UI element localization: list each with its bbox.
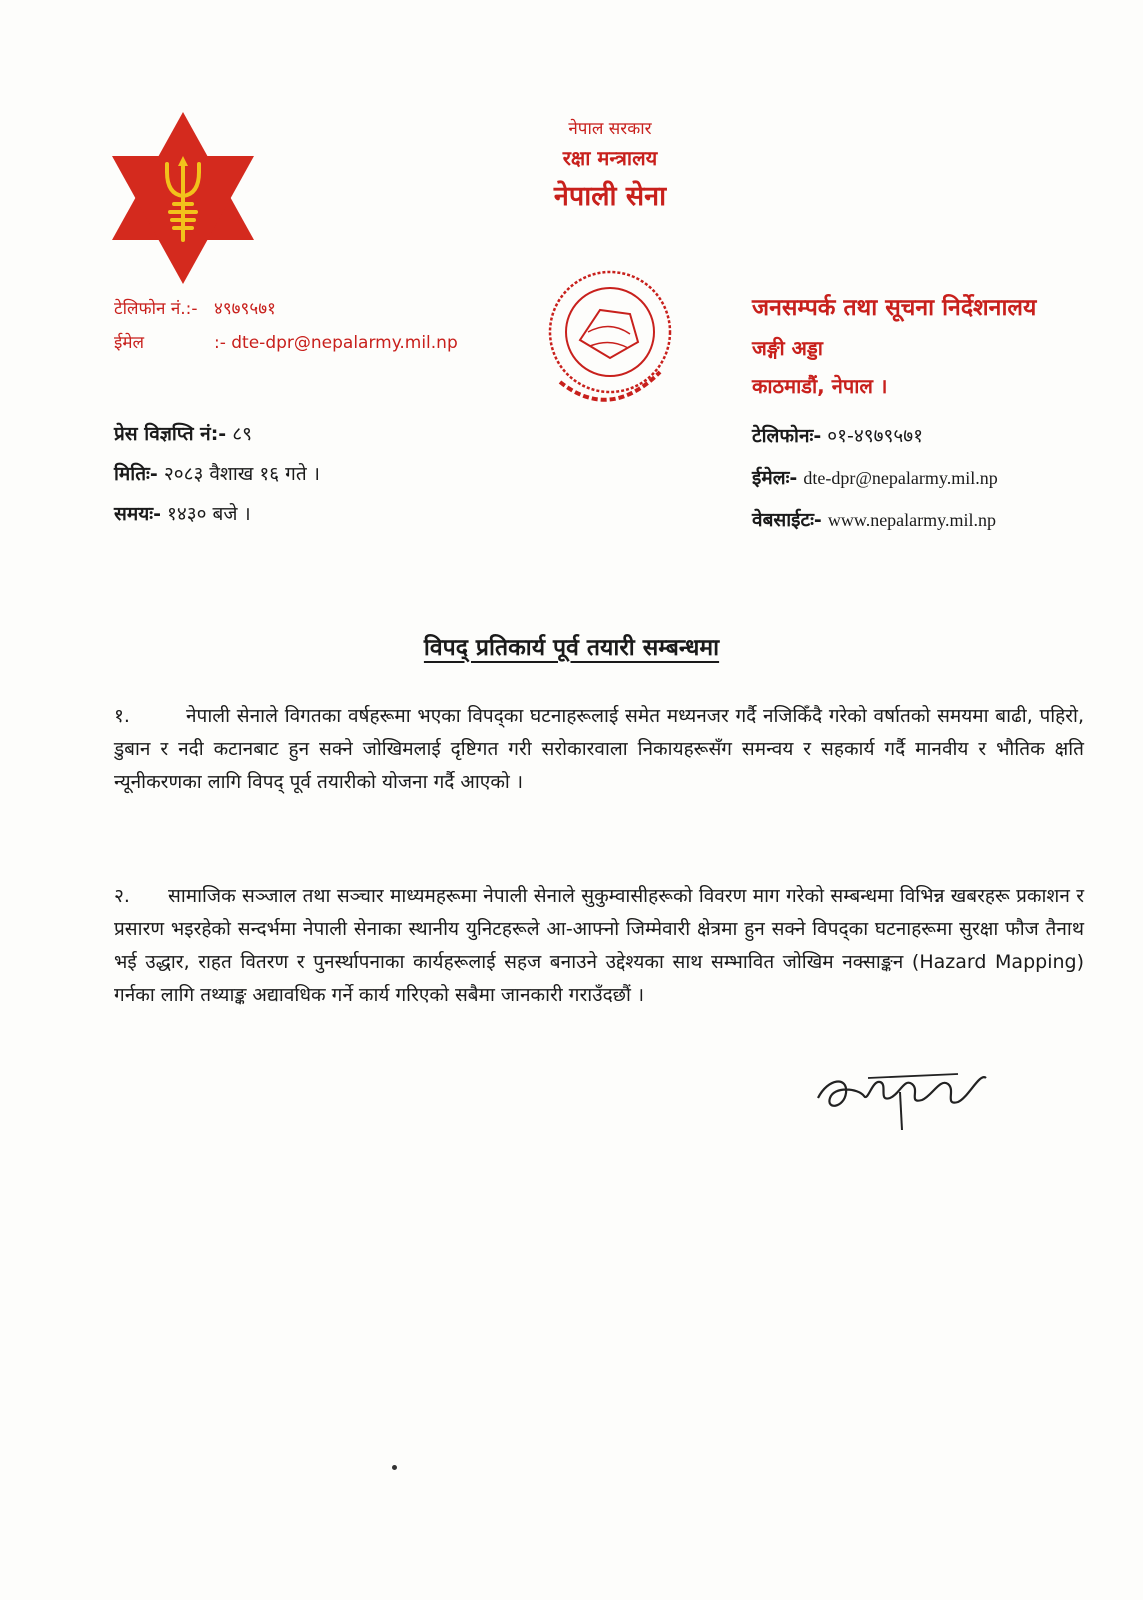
signature-icon [808,1058,1008,1138]
ministry-heading: रक्षा मन्त्रालय [562,146,658,170]
right-phone-row [752,422,923,448]
right-email-label: ईमेलः- [752,467,798,489]
paragraph-text: सामाजिक सञ्जाल तथा सञ्चार माध्यमहरूमा नेपाली सेनाले सुकुम्वासीहरूको विवरण माग गरेको सम्बन्धमा विभिन्न खबरहरू प्रकाशन र प्रसारण भइरहेको सन्दर्भमा नेपाली सेनाका स्थानीय युनिटहरूले आ-आफ्नो जिम्मेवारी क्षेत्रमा हुन सक्ने विपद्का घटनाहरूमा सुरक्षा फौज तैनाथ भई उद्धार, राहत वितरण र पुनर्स्थापनाका कार्यहरूलाई सहज बनाउने उद्देश्यका साथ सम्भावित जोखिम नक्साङ्कन (Hazard Mapping) गर्नका लागि तथ्याङ्क अद्यावधिक गर्ने कार्य गरिएको सबैमा जानकारी गराउँदछौं । [114,885,1084,1006]
paragraph-text: नेपाली सेनाले विगतका वर्षहरूमा भएका विपद्का घटनाहरूलाई समेत मध्यनजर गर्दै नजिकिँदै गरेको वर्षातको समयमा बाढी, पहिरो, डुबान र नदी कटानबाट हुन सक्ने जोखिमलाई दृष्टिगत गरी सरोकारवाला निकायहरूसँग समन्वय र सहकार्य गर्दै मानवीय र भौतिक क्षति न्यूनीकरणका लागि विपद् पूर्व तयारीको योजना गर्दै आएको । [114,705,1084,793]
left-email-row [114,330,458,353]
subject-text: विपद् प्रतिकार्य पूर्व तयारी सम्बन्धमा [423,635,720,661]
right-website-row [752,506,996,532]
directorate-name: जनसम्पर्क तथा सूचना निर्देशनालय [752,295,1037,321]
directorate-address-2: काठमाडौं, नेपाल । [752,374,888,398]
right-email-value: dte-dpr@nepalarmy.mil.np [803,468,998,488]
release-time-value: १४३० बजे । [167,503,251,525]
subject-heading [0,630,1143,662]
directorate-address-1: जङ्गी अड्डा [752,336,823,360]
nepal-army-emblem-icon [112,112,254,284]
release-number-value: ८९ [232,423,252,445]
release-date-value: २०८३ वैशाख १६ गते । [163,463,320,485]
release-date-row [114,460,320,486]
release-date-label: मितिः- [114,463,158,485]
right-phone-value: ०१-४९७९५७१ [827,425,924,447]
directorate-seal-icon [530,262,690,422]
government-heading: नेपाल सरकार [568,119,652,139]
scan-speck [392,1465,397,1470]
right-website-label: वेबसाईटः- [752,509,822,531]
left-phone-label: टेलिफोन नं.:- [114,299,198,319]
right-email-row [752,464,998,490]
release-number-row [114,420,252,446]
right-website-value: www.nepalarmy.mil.np [827,510,996,530]
release-number-label: प्रेस विज्ञप्ति नं:- [114,423,227,445]
paragraph-number: १. [114,705,130,727]
paragraph-number: २. [114,885,130,907]
left-email-value: :- dte-dpr@nepalarmy.mil.np [214,333,458,353]
release-time-row [114,500,251,526]
left-phone-row [114,296,276,319]
right-phone-label: टेलिफोनः- [752,425,822,447]
paragraph-1 [114,700,1084,799]
release-time-label: समयः- [114,503,161,525]
left-phone-value: ४९७९५७१ [214,299,276,319]
paragraph-2 [114,880,1084,1012]
left-email-label: ईमेल [114,333,145,353]
army-heading: नेपाली सेना [553,181,667,212]
